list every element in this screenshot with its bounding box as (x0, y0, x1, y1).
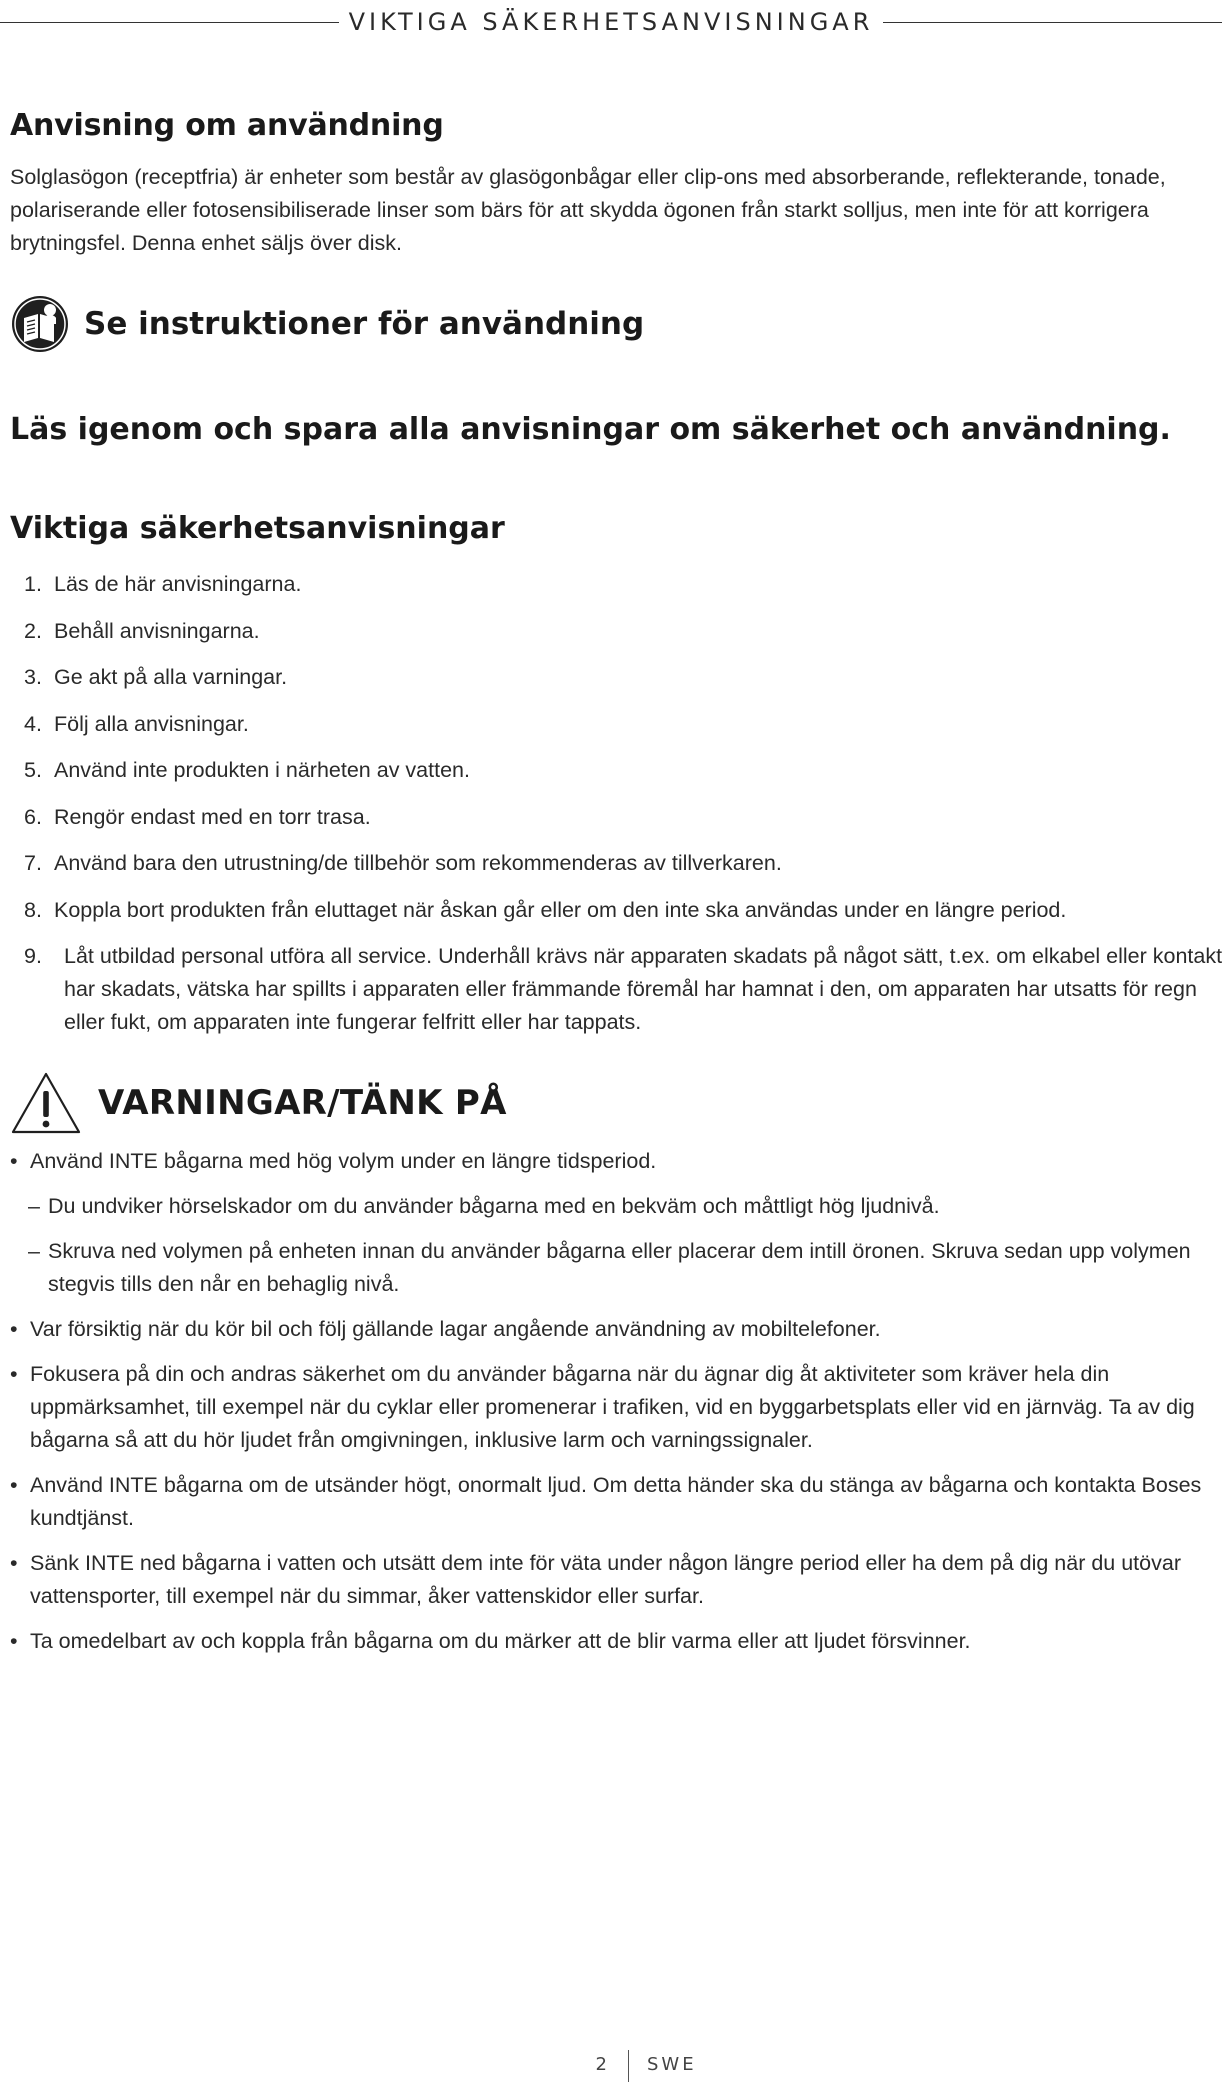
page-content (10, 100, 1225, 1670)
bullet-mark: • (10, 1317, 18, 1341)
usage-heading: Anvisning om användning (10, 108, 444, 143)
list-item-text: Du undviker hörselskador om du använder bågarna med en bekväm och måttligt hög ljudnivå. (48, 1194, 940, 1218)
page-footer (0, 2050, 1232, 2082)
list-item (10, 1547, 1225, 1613)
list-item (10, 894, 1225, 927)
list-item (10, 661, 1225, 694)
list-item (10, 1190, 1225, 1223)
list-item-text: Ta omedelbart av och koppla från bågarna om du märker att de blir varma eller att ljudet försvinner. (30, 1629, 971, 1653)
list-item (10, 1469, 1225, 1535)
read-instructions-icon (10, 294, 70, 354)
warnings-row (10, 1071, 1225, 1135)
dash-mark: – (28, 1239, 40, 1263)
list-item (10, 1145, 1225, 1178)
list-item-text: Var försiktig när du kör bil och följ gällande lagar angående användning av mobiltelefoner. (30, 1317, 881, 1341)
list-item (10, 615, 1225, 648)
list-item-text: Sänk INTE ned bågarna i vatten och utsätt dem inte för väta under någon längre period eller ha dem på dig när du utövar vattensporter, till exempel när du simmar, åker vattenskidor eller surfar. (30, 1551, 1181, 1608)
instructions-row (10, 294, 1225, 354)
bullet-mark: • (10, 1149, 18, 1173)
instructions-heading: Se instruktioner för användning (84, 306, 645, 342)
header-rule-right (883, 22, 1222, 23)
list-item-number: 2. (24, 618, 42, 643)
list-item (10, 801, 1225, 834)
header-rule-left (0, 22, 339, 23)
list-item-text: Skruva ned volymen på enheten innan du använder bågarna eller placerar dem intill öronen. Skruva sedan upp volymen stegvis tills den når en behaglig nivå. (48, 1239, 1191, 1296)
list-item-text: Ge akt på alla varningar. (54, 665, 288, 689)
list-item (10, 940, 1225, 1039)
safety-list (10, 568, 1225, 1039)
list-item (10, 1235, 1225, 1301)
list-item-text: Läs de här anvisningarna. (54, 572, 302, 596)
list-item-number: 9. (24, 944, 42, 968)
list-item-number: 5. (24, 758, 42, 782)
list-item (10, 1625, 1225, 1658)
page-header (0, 2, 1222, 42)
list-item (10, 847, 1225, 880)
language-code: SWE (647, 2054, 697, 2075)
list-item-number: 1. (24, 572, 42, 596)
list-item-text: Följ alla anvisningar. (54, 711, 249, 736)
warning-triangle-icon (10, 1071, 82, 1135)
list-item-number: 8. (24, 897, 42, 922)
list-item (10, 708, 1225, 741)
list-item (10, 754, 1225, 787)
list-item-text: Använd INTE bågarna om de utsänder högt, onormalt ljud. Om detta händer ska du stänga av bågarna och kontakta Boses kundtjänst. (30, 1473, 1202, 1530)
list-item-number: 7. (24, 851, 42, 875)
list-item-text: Koppla bort produkten från eluttaget när åskan går eller om den inte ska användas under en längre period. (54, 897, 1067, 922)
list-item-text: Använd INTE bågarna med hög volym under en längre tidsperiod. (30, 1149, 657, 1173)
safety-heading: Viktiga säkerhetsanvisningar (10, 511, 505, 546)
warnings-heading: VARNINGAR/TÄNK PÅ (98, 1083, 507, 1123)
usage-section (10, 108, 1225, 260)
usage-text: Solglasögon (receptfria) är enheter som består av glasögonbågar eller clip-ons med absorberande, reflekterande, tonade, polariserande eller fotosensibiliserade linser som bärs för att skydda ögonen från starkt solljus, men inte för att korrigera brytningsfel. Denna enhet säljs över disk. (10, 165, 1166, 255)
footer-divider (628, 2050, 629, 2082)
header-title: VIKTIGA SÄKERHETSANVISNINGAR (348, 8, 874, 36)
page-number: 2 (595, 2054, 607, 2075)
list-item-text: Behåll anvisningarna. (54, 618, 260, 643)
list-item-text: Låt utbildad personal utföra all service. Underhåll krävs när apparaten skadats på något sätt, t.ex. om elkabel eller kontakt har skadats, vätska har spillts i apparaten eller främmande föremål har hamnat i den, om apparaten har utsatts för regn eller fukt, om apparaten inte fungerar felfritt eller har tappats. (64, 944, 1223, 1034)
list-item-text: Rengör endast med en torr trasa. (54, 804, 371, 829)
dash-mark: – (28, 1194, 40, 1218)
bullet-mark: • (10, 1551, 18, 1575)
list-item-number: 4. (24, 711, 42, 736)
list-item-text: Fokusera på din och andras säkerhet om du använder bågarna när du ägnar dig åt aktiviteter som kräver hela din uppmärksamhet, till exempel när du cyklar eller promenerar i trafiken, vid en byggarbetsplats eller vid en järnväg. Ta av dig bågarna så att du hör ljudet från omgivningen, inklusive larm och varningssignaler. (30, 1362, 1195, 1452)
warnings-list (10, 1145, 1225, 1658)
list-item-number: 3. (24, 665, 42, 689)
bullet-mark: • (10, 1473, 18, 1497)
list-item (10, 1358, 1225, 1457)
list-item-number: 6. (24, 804, 42, 829)
read-all-heading: Läs igenom och spara alla anvisningar om säkerhet och användning. (10, 412, 1171, 447)
list-item (10, 1313, 1225, 1346)
bullet-mark: • (10, 1362, 18, 1386)
list-item (10, 568, 1225, 601)
list-item-text: Använd inte produkten i närheten av vatten. (54, 758, 470, 782)
list-item-text: Använd bara den utrustning/de tillbehör som rekommenderas av tillverkaren. (54, 851, 782, 875)
bullet-mark: • (10, 1629, 18, 1653)
